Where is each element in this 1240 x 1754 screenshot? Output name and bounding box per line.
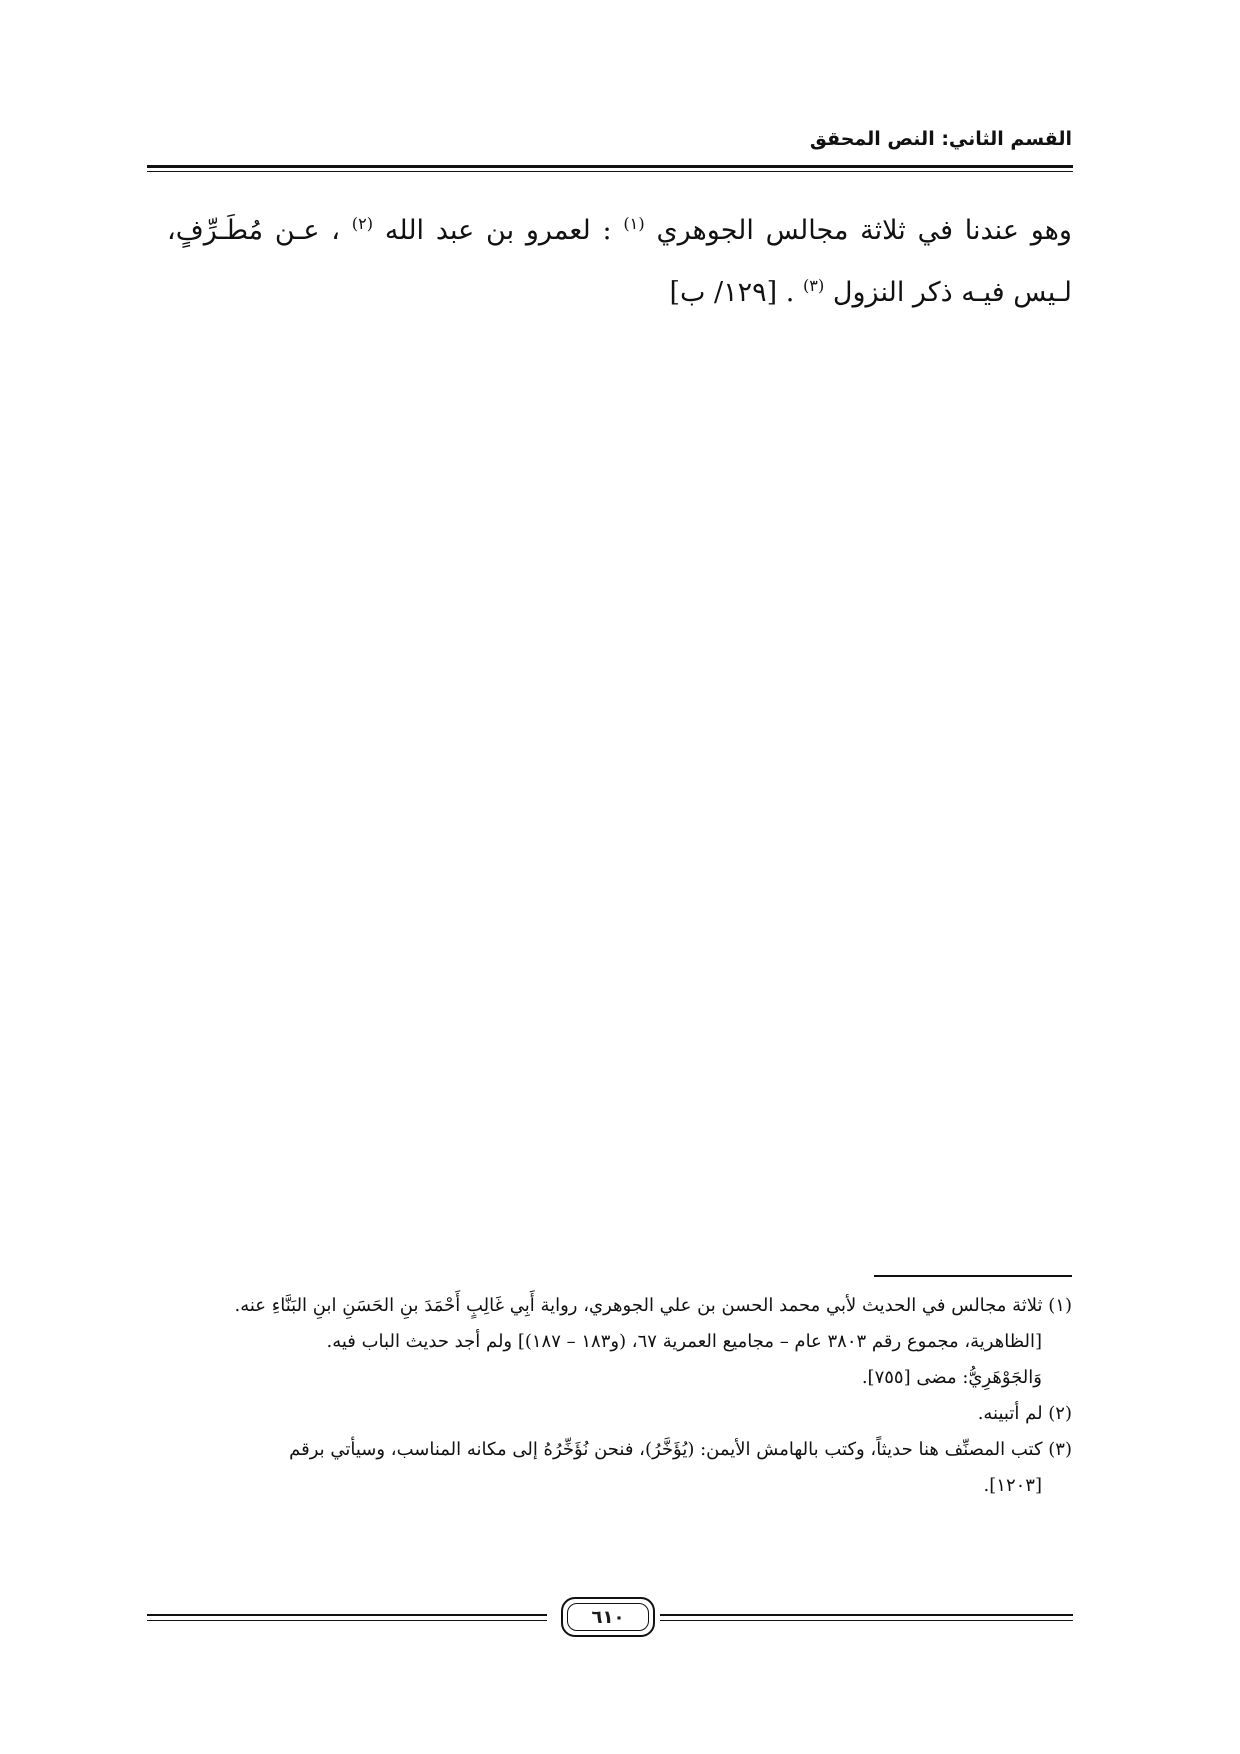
footnote-1-line-3: وَالجَوْهَرِيُّ: مضى [٧٥٥]. xyxy=(861,1367,1042,1388)
footnote-1 xyxy=(167,1288,1072,1396)
running-header: القسم الثاني: النص المحقق xyxy=(809,128,1072,150)
body-text-part-4: . [١٢٩/ ب] xyxy=(669,277,795,308)
footnote-3 xyxy=(167,1432,1072,1504)
footnote-ref-3: (٣) xyxy=(802,276,825,295)
footnote-1-line-1: (١) ثلاثة مجالس في الحديث لأبي محمد الحسن بن علي الجوهري، رواية أَبِي غَالِبٍ أَحْمَدَ بنِ الحَسَنِ ابنِ البَنَّاءِ عنه. xyxy=(234,1295,1072,1316)
footnote-1-line-2: [الظاهرية، مجموع رقم ٣٨٠٣ عام – مجاميع العمرية ٦٧، (و١٨٣ – ١٨٧)] ولم أجد حديث الباب فيه. xyxy=(326,1331,1042,1352)
header-rule-thick xyxy=(147,165,1073,168)
footnote-ref-1: (١) xyxy=(623,214,645,233)
footnote-3-line-1: (٣) كتب المصنِّف هنا حديثاً، وكتب بالهامش الأيمن: (يُؤَخَّرُ)، فنحن نُؤَخِّرُهُ إلى مكانه المناسب، وسيأتي برقم xyxy=(289,1439,1072,1460)
header-rule-thin xyxy=(147,171,1073,172)
footer-rule-right-thick xyxy=(660,1614,1073,1616)
footer-rule-right-thin xyxy=(660,1620,1073,1621)
footer-rule-left-thick xyxy=(147,1614,547,1616)
footnotes xyxy=(167,1288,1072,1504)
footnote-ref-2: (٢) xyxy=(351,214,374,233)
footnote-separator xyxy=(874,1275,1072,1277)
main-paragraph xyxy=(167,200,1072,324)
footer-rule-left-thin xyxy=(147,1620,547,1621)
body-text-part-2: : لعمرو بن عبد الله xyxy=(384,215,612,246)
body-text-part-3: ، عـن مُطَـرِّفٍ، لـيس فيـه ذكر النزول xyxy=(167,215,1072,308)
footnote-3-line-2: [١٢٠٣]. xyxy=(983,1475,1042,1496)
footnote-2: (٢) لم أتبينه. xyxy=(977,1403,1072,1424)
body-text-part-1: وهو عندنا في ثلاثة مجالس الجوهري xyxy=(656,215,1072,246)
page-number-frame xyxy=(561,1597,655,1637)
page-number: ٦١٠ xyxy=(591,1606,625,1628)
